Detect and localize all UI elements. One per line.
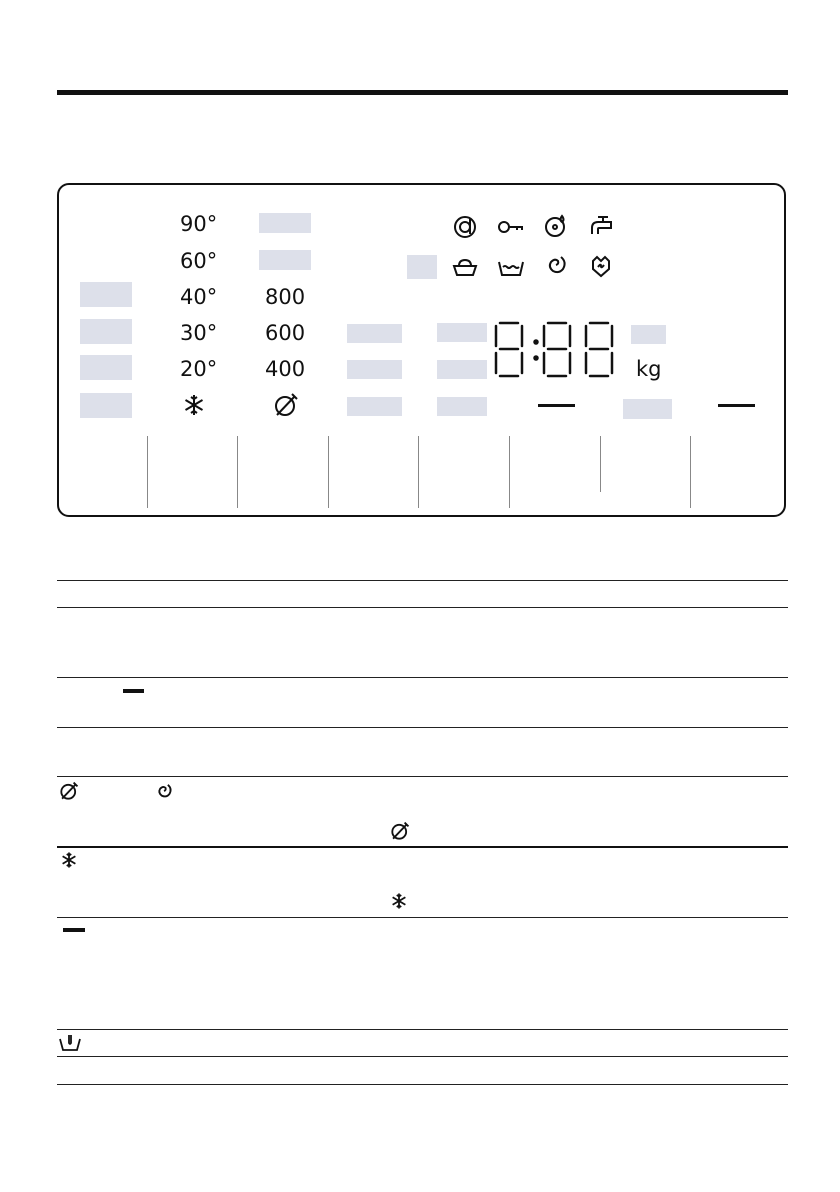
top-rule — [57, 90, 788, 95]
table-rule — [57, 1029, 788, 1030]
status-label-box — [407, 255, 437, 279]
time-display — [492, 320, 622, 385]
option-label-box — [437, 360, 487, 379]
button-separator — [418, 436, 419, 508]
table-rule — [57, 727, 788, 728]
table-rule — [57, 607, 788, 608]
drain-icon — [588, 253, 614, 279]
detergent-icon — [58, 1033, 82, 1053]
spin-icon — [154, 781, 174, 801]
button-label-box — [80, 355, 132, 380]
lock-key-icon — [497, 218, 525, 236]
button-separator — [690, 436, 691, 508]
table-rule — [57, 917, 788, 918]
prewash-icon — [452, 254, 478, 278]
temp-20: 20° — [180, 357, 218, 381]
spin-600: 600 — [265, 321, 306, 345]
tap-icon — [588, 214, 614, 238]
indicator-dash — [718, 404, 755, 407]
snowflake-icon — [182, 393, 206, 417]
temp-40: 40° — [180, 285, 218, 309]
spin-label-box — [259, 250, 311, 270]
button-label-box — [80, 393, 132, 418]
temp-30: 30° — [180, 321, 218, 345]
indicator-dash — [538, 404, 575, 407]
spin-icon — [543, 252, 569, 278]
weight-label-box — [631, 325, 666, 344]
drum-clean-icon — [543, 213, 569, 239]
table-rule — [57, 776, 788, 777]
temp-60: 60° — [180, 249, 218, 273]
weight-unit: kg — [636, 357, 662, 381]
temp-90: 90° — [180, 212, 218, 236]
spin-400: 400 — [265, 357, 306, 381]
snowflake-icon — [60, 851, 78, 869]
no-spin-icon — [273, 392, 299, 418]
wash-icon — [497, 254, 525, 278]
button-label-box — [80, 282, 132, 307]
no-spin-icon — [59, 781, 79, 801]
start-label-box — [623, 399, 672, 419]
indicator-dash — [63, 928, 85, 932]
option-label-box — [437, 397, 487, 416]
table-rule — [57, 1084, 788, 1085]
option-label-box — [347, 324, 402, 343]
button-separator — [600, 436, 601, 492]
option-label-box — [347, 397, 402, 416]
button-separator — [328, 436, 329, 508]
option-label-box — [437, 323, 487, 342]
no-spin-icon — [390, 821, 410, 841]
table-rule — [57, 677, 788, 678]
button-label-box — [80, 319, 132, 344]
table-rule — [57, 1056, 788, 1057]
button-separator — [509, 436, 510, 508]
control-panel — [57, 183, 786, 517]
rinse-hold-icon — [452, 214, 478, 240]
button-separator — [147, 436, 148, 508]
spin-label-box — [259, 213, 311, 233]
snowflake-icon — [390, 892, 408, 910]
option-label-box — [347, 360, 402, 379]
table-rule — [57, 846, 788, 848]
table-rule — [57, 580, 788, 581]
button-separator — [237, 436, 238, 508]
spin-800: 800 — [265, 285, 306, 309]
indicator-dash — [123, 689, 144, 693]
